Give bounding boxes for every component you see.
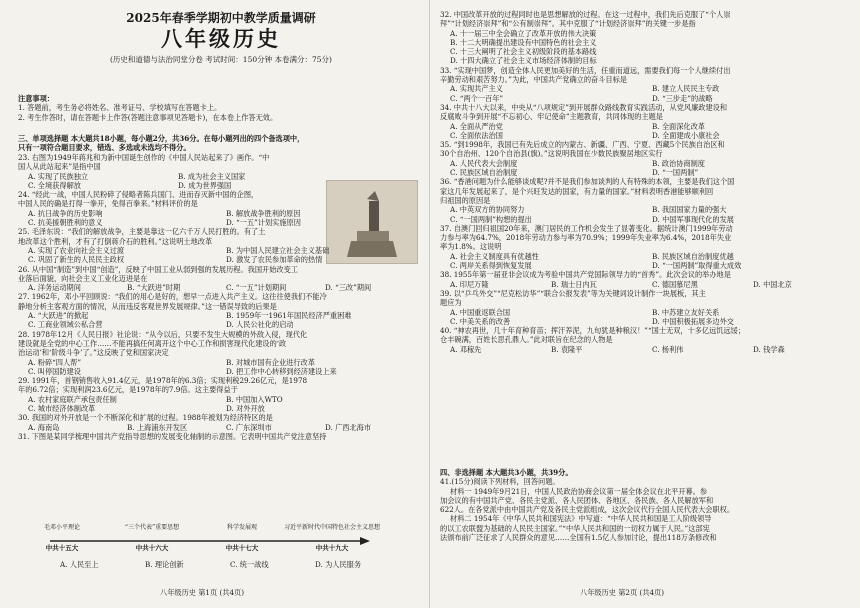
option[interactable]: C. 叫停国防建设 — [28, 366, 81, 376]
question — [18, 376, 424, 413]
option[interactable]: D. “一五”计划实施原因 — [226, 218, 301, 228]
question — [440, 289, 854, 326]
question-stem-line: 国人从此站起来”是指中国 — [18, 162, 101, 172]
option-row — [440, 38, 854, 47]
option[interactable]: C. 十三大阐明了社会主义初级阶段的基本路线 — [450, 47, 597, 57]
timeline-bottom-label: 中共十六大 — [135, 544, 169, 552]
question — [440, 177, 854, 223]
guiding-thought-timeline — [42, 524, 381, 556]
option-row — [440, 308, 854, 317]
option-row — [18, 311, 424, 320]
option[interactable]: B. 全面深化改革 — [652, 121, 705, 131]
question-stem-line: 地改革这个胜利，才有了打倒蒋介石的胜利。”这说明土地改革 — [18, 236, 213, 246]
option[interactable]: D. 钱学森 — [753, 344, 785, 354]
question — [18, 265, 424, 293]
option[interactable]: B. 为中国人民建立社会主义基础 — [226, 245, 330, 255]
option[interactable]: D. 激发了农民参加革命的热情 — [226, 255, 323, 265]
material-2-line: 的以工农联盟为基础的人民民主国家。”“中华人民共和国的一切权力属于人民。”这部宪 — [440, 523, 710, 533]
option[interactable]: A. 粉碎“四人帮” — [28, 357, 82, 367]
option[interactable]: A. 十一届三中全会确立了改革开放的伟大决策 — [450, 28, 597, 38]
question-stem-line: 27. 1962年，邓小平回顾说：“我们的用心是好的，想早一点进入共产主义。这往往使我们不能冷 — [18, 292, 327, 302]
timeline-bottom-label: 中共十九大 — [315, 544, 349, 552]
right-column — [430, 0, 860, 608]
material-1-line: 622人。在各党派中由中国共产党及各民主党派组成，这次会议代行全国人民代表大会职权。 — [440, 505, 735, 515]
option-row — [440, 29, 854, 38]
option-row — [440, 131, 854, 140]
option[interactable]: D. 广西北海市 — [325, 422, 372, 432]
option-row — [440, 261, 854, 270]
option-row — [18, 283, 424, 292]
option[interactable]: B. 理论创新 — [145, 560, 184, 569]
option[interactable]: A. 实现共产主义 — [450, 84, 503, 94]
question-stem-line: 反腐败斗争到开展“不忘初心、牢记使命”主题教育，共同体现的主题是 — [440, 112, 663, 122]
question — [440, 66, 854, 103]
option[interactable]: C. 杨利伟 — [652, 344, 684, 354]
option-row — [440, 94, 854, 103]
q41-stem: 41.(15分)阅读下列材料，回答问题。 — [440, 477, 560, 487]
option-row — [18, 246, 424, 255]
question-stem-line: 39. 以“乒乓外交”“尼克松访华”“联合公报发表”等为关键词设计制作一块展板，其主 — [440, 288, 706, 298]
option[interactable]: A. 农村家庭联产承包责任制 — [28, 394, 117, 404]
question — [440, 270, 854, 289]
option-row — [440, 252, 854, 261]
option[interactable]: A. 实现了民族独立 — [28, 171, 89, 181]
option[interactable]: D. 对外开放 — [226, 404, 265, 414]
option[interactable]: B. 瑞士日内瓦 — [551, 279, 597, 289]
option-row — [18, 320, 424, 329]
question-stem-line: 年的6.72倍；实现利润23.6亿元，是1978年的7.9倍。这主要得益于 — [18, 385, 238, 395]
material-1-line: 材料一 1949年9月21日，中国人民政治协商会议第一届全体会议在北平开幕。参 — [450, 486, 708, 496]
question-stem-line: 23. 右图为1949年蒋兆和为新中国诞生创作的《中国人民站起来了》画作。“中 — [18, 153, 270, 162]
question-stem-line: 34. 中共十八大以来，中央从“八项规定”到开展群众路线教育实践活动，从党风廉政建设和 — [440, 102, 728, 112]
option[interactable]: A. “大跃进”的掀起 — [28, 311, 89, 321]
option[interactable]: D. 人民公社化的启动 — [226, 320, 294, 330]
section-2 — [440, 468, 854, 542]
option-row — [440, 205, 854, 214]
question-stem-line: 静地分析主客观方面的情况，从而违反客观世界发展规律。”这一错误导致的后果是 — [18, 301, 277, 311]
note-line: 2. 考生作答时，请在答题卡上作答(答题注意事项见答题卡)，在本卷上作答无效。 — [18, 112, 278, 122]
section-1-title-cont: 只有一项符合题目要求，错选、多选或未选均不得分。 — [18, 143, 191, 153]
option[interactable]: B. “大跃进”时期 — [127, 283, 181, 293]
question-stem-line: 率为1.8%。这说明 — [440, 242, 502, 252]
option[interactable]: C. 全境获得解放 — [28, 180, 81, 190]
timeline-top-label: “三个代表”重要思想 — [124, 524, 180, 531]
option-row — [18, 404, 424, 413]
option-row — [18, 367, 424, 376]
option[interactable]: A. 抗日战争的历史影响 — [28, 208, 103, 218]
option[interactable]: D. “三步走”的战略 — [652, 93, 713, 103]
question — [440, 224, 854, 270]
option[interactable]: D. 成为世界强国 — [178, 180, 232, 190]
option[interactable]: C. 中美关系的改善 — [450, 316, 511, 326]
option[interactable]: D. 中国军事现代化的发展 — [652, 214, 734, 224]
section-1-title: 三、单项选择题 本大题共18小题，每小题2分，共36分。在每小题列出的四个备选项中， — [18, 134, 305, 143]
question-stem-line: 28. 1978年12月《人民日报》社论说：“从今以后，只要不发生大规模的外敌入侵，现代化 — [18, 329, 308, 339]
question-stem-line: 33. “实现中国梦，创造全体人民更加美好的生活，任重而道远，需要我们每一个人继续付出 — [440, 65, 731, 75]
footer-right: 八年级历史 第2页 (共4页) — [580, 588, 665, 597]
option-row — [440, 317, 854, 326]
question — [18, 227, 424, 264]
option[interactable]: B. 上海浦东开发区 — [127, 422, 188, 432]
notes — [18, 94, 424, 122]
note-line: 1. 答题前，考生务必将姓名、准考证号、学校填写在答题卡上。 — [18, 103, 222, 113]
option[interactable]: B. 1959年一1961年国民经济严重困难 — [226, 311, 352, 321]
option[interactable]: B. 政治协商制度 — [652, 158, 705, 168]
option[interactable]: B. 建立人民民主专政 — [652, 84, 720, 94]
question — [440, 140, 854, 177]
option[interactable]: D. “三改”期间 — [325, 283, 372, 293]
timeline-top-label: 习近平新时代中国特色社会主义思想 — [283, 524, 381, 531]
option[interactable]: C. “两个一百年” — [450, 93, 504, 103]
option[interactable]: C. 工商业领域公私合营 — [28, 320, 103, 330]
question-stem-line: 31. 下图是某同学梳理中国共产党指导思想的发展变化轴制的示意图。它表明中国共产党注意坚持 — [18, 431, 327, 441]
option[interactable]: C. 全面依法治国 — [450, 130, 503, 140]
option[interactable]: A. 人民至上 — [60, 560, 99, 569]
timeline-bottom-label: 中共十五大 — [45, 544, 79, 552]
question-stem-line: 归祖国的原因是 — [440, 195, 491, 205]
material-2-line: 材料二 1954年《中华人民共和国宪法》中写道：“中华人民共和国是工人阶级领导 — [450, 514, 712, 524]
question-stem-line: 家这几年发展起来了，是个兴旺发达的国家，有力量的国家。”材料表明香港能够顺利回 — [440, 186, 714, 196]
option-row — [18, 395, 424, 404]
question-stem-line: 25. 毛泽东说：“我们的解放战争，主要是靠这一亿六千万人民打胜的。有了土 — [18, 227, 266, 237]
question-stem-line: 24. “经此一战，中国人民粉碎了侵略者陈兵国门、进而吞灭新中国的企图， — [18, 190, 259, 200]
question-stem-line: 建设就是全党的中心工作……不能再搞任何离开这个中心工作和损害现代化建设的‘政 — [18, 338, 287, 348]
option[interactable]: B. 我国国家力量的强大 — [652, 205, 727, 215]
option[interactable]: C. 城市经济体制改革 — [28, 404, 96, 414]
option[interactable]: A. 邓稼先 — [450, 344, 482, 354]
option-row — [440, 159, 854, 168]
option[interactable]: A. 中国重返联合国 — [450, 307, 511, 317]
question-stem-line: 治运动’和‘阶级斗争’了。”这反映了党和国家决定 — [18, 348, 169, 358]
question-stem-line: 29. 1991年，首钢销售收入91.4亿元，是1978年的6.3倍；实现利税29.26亿元，是1978 — [18, 376, 308, 386]
option[interactable]: B. 中国加入WTO — [226, 394, 283, 404]
question-stem-line: 40. “神农再世，几十年育种育苗；挥汗养泥，九旬犹是种粮汉！”“国士无双，十多亿远饥远馁； — [440, 326, 746, 336]
exam-header — [16, 10, 426, 65]
option[interactable]: C. “一国两制”构想的提出 — [450, 214, 532, 224]
section-1-heading — [18, 134, 424, 153]
question-stem-line: 32. 中国改革开放的过程同时也是思想解放的过程。在这一过程中，我们先后克服了“个人崇 — [440, 10, 731, 19]
question — [440, 326, 854, 354]
option[interactable]: A. 人民代表大会制度 — [450, 158, 518, 168]
option[interactable]: C. 两岸关系得到恢复发展 — [450, 261, 532, 271]
question-stem-line: 30. 我国的对外开放是一个不断深化和扩展的过程。1988年被划为经济特区的是 — [18, 413, 273, 423]
notes-title: 注意事项： — [18, 94, 54, 103]
question — [18, 330, 424, 376]
option[interactable]: D. 中国积极拓展多边外交 — [652, 316, 734, 326]
option[interactable]: A. 海南岛 — [28, 422, 60, 432]
section-2-title: 四、非选择题 本大题共3小题，共39分。 — [440, 468, 573, 477]
q31-options — [60, 560, 400, 569]
question — [18, 190, 424, 227]
option-row — [440, 345, 854, 354]
exam-title: 2025年春季学期初中教学质量调研 — [126, 11, 316, 25]
question-stem-line: 38. 1955年第一届亚非会议成为考验中国共产党国际领导力的“首秀”。此次会议的举办地是 — [440, 270, 731, 280]
footer-left: 八年级历史 第1页 (共4页) — [160, 588, 245, 597]
question-stem-line: 拜”“计划经济崇拜”和“公有制崇拜”。其中克服了“计划经济崇拜”的关键一步是指 — [440, 19, 696, 29]
option[interactable]: B. 袁隆平 — [551, 344, 583, 354]
option-row — [18, 209, 424, 218]
question-stem-line: 辛勤劳动和艰苦努力。”为此，中国共产党确立的奋斗目标是 — [440, 75, 627, 85]
option-row — [440, 56, 854, 65]
right-questions — [440, 10, 854, 354]
option-row — [18, 423, 424, 432]
option[interactable]: A. 中英双方的协同努力 — [450, 205, 525, 215]
option[interactable]: A. 社会主义制度具有优越性 — [450, 251, 539, 261]
option[interactable]: D. 全面建成小康社会 — [652, 130, 720, 140]
material-1-line: 加会议的有中国共产党、各民主党派、各人民团体、各地区、各民族、各人民解放军和 — [440, 495, 714, 505]
option[interactable]: C. “一五”计划期间 — [226, 283, 287, 293]
option[interactable]: A. 全面从严治党 — [450, 121, 503, 131]
question-stem-line: 26. 从中国“制造”到中国“创造”，反映了中国工业从弱到强的发展历程。我国开始改变工 — [18, 264, 298, 274]
option[interactable]: D. 把工作中心转移到经济建设上来 — [226, 366, 337, 376]
option-row — [440, 84, 854, 93]
subject-title: 八年级历史 — [161, 26, 281, 51]
option[interactable]: B. 中苏建立友好关系 — [652, 307, 720, 317]
option-row — [18, 172, 328, 181]
option[interactable]: C. 广东深圳市 — [226, 422, 272, 432]
option[interactable]: B. 十二大明确提出建设有中国特色的社会主义 — [450, 37, 597, 47]
option[interactable]: D. “一国两制” — [652, 168, 699, 178]
question — [18, 413, 424, 432]
option-row — [18, 218, 424, 227]
option[interactable]: A. 洋务运动期间 — [28, 283, 81, 293]
option[interactable]: B. 民族区域自治制度优越 — [652, 251, 734, 261]
option-row — [440, 122, 854, 131]
option[interactable]: D. “一国两制”取得重大成效 — [652, 261, 742, 271]
option-row — [18, 255, 424, 264]
option[interactable]: A. 印尼万隆 — [450, 279, 489, 289]
option-row — [440, 47, 854, 56]
option[interactable]: C. 德国慕尼黑 — [652, 279, 698, 289]
question-stem-line: 35. “到1998年，我国已有先后成立的内蒙古、新疆、广西、宁夏、西藏5个民族自治区和 — [440, 140, 725, 150]
option[interactable]: D. 中国北京 — [753, 279, 792, 289]
option-row — [440, 215, 854, 224]
exam-subtitle: (历史和道德与法治同堂分卷 考试时间：150分钟 本卷满分：75分) — [110, 55, 332, 64]
option-row — [440, 280, 854, 289]
option[interactable]: C. 抗美援朝胜利的意义 — [28, 218, 103, 228]
question — [440, 103, 854, 140]
option[interactable]: C. 统一战线 — [230, 560, 269, 569]
timeline-top-label: 科学发展观 — [226, 524, 258, 531]
question — [440, 10, 854, 66]
question — [18, 153, 424, 190]
timeline-bottom-label: 中共十七大 — [225, 544, 259, 552]
option[interactable]: B. 对城市国有企业进行改革 — [226, 357, 315, 367]
question — [18, 292, 424, 329]
option-row — [18, 181, 328, 190]
option[interactable]: A. 实现了农业向社会主义过渡 — [28, 245, 125, 255]
option[interactable]: B. 解放战争胜利的原因 — [226, 208, 301, 218]
question-stem-line: 36. “香港问题为什么能够谈成呢?并不是我们参加谈判的人有特殊的本领，主要是我们这个国 — [440, 177, 735, 187]
question — [18, 432, 424, 441]
question-stem-line: 30个自治州、120个自治县(旗)。”这说明我国在少数民族聚居地区实行 — [440, 149, 663, 159]
question-stem-line: 力参与率为64.7%，2018年劳动力参与率为70.9%；1999年失业率为6.4%，2018年失业 — [440, 233, 732, 243]
option-row — [440, 168, 854, 177]
timeline-top-label: 毛邓小平理论 — [43, 524, 81, 531]
option[interactable]: C. 巩固了新生的人民民主政权 — [28, 255, 125, 265]
option[interactable]: C. 民族区域自治制度 — [450, 168, 518, 178]
option[interactable]: D. 十四大确立了社会主义市场经济体制的目标 — [450, 56, 597, 66]
left-questions — [18, 153, 424, 441]
question-stem-line: 37. 自澳门回归祖国20年来，澳门居民的工作机会发生了显著变化。据统计澳门1999年劳动 — [440, 223, 733, 233]
question-stem-line: 业落后面貌，向社会主义工业化迈进是在 — [18, 273, 148, 283]
material-2-line: 法颁布前广泛征求了人民群众的意见……全国有1.5亿人参加讨论，提出118万条修改和 — [440, 533, 717, 543]
question-stem-line: 题应为 — [440, 298, 462, 308]
question-stem-line: 中国人民的确是打得一拳开，免得百拳来。”材料评价的是 — [18, 199, 198, 209]
option-row — [18, 358, 424, 367]
question-stem-line: 仓丰碗满，百姓长思孔鼎人。”此对联旨在纪念的人物是 — [440, 335, 613, 345]
option[interactable]: D. 为人民服务 — [315, 560, 362, 569]
option[interactable]: B. 成为社会主义国家 — [178, 171, 246, 181]
